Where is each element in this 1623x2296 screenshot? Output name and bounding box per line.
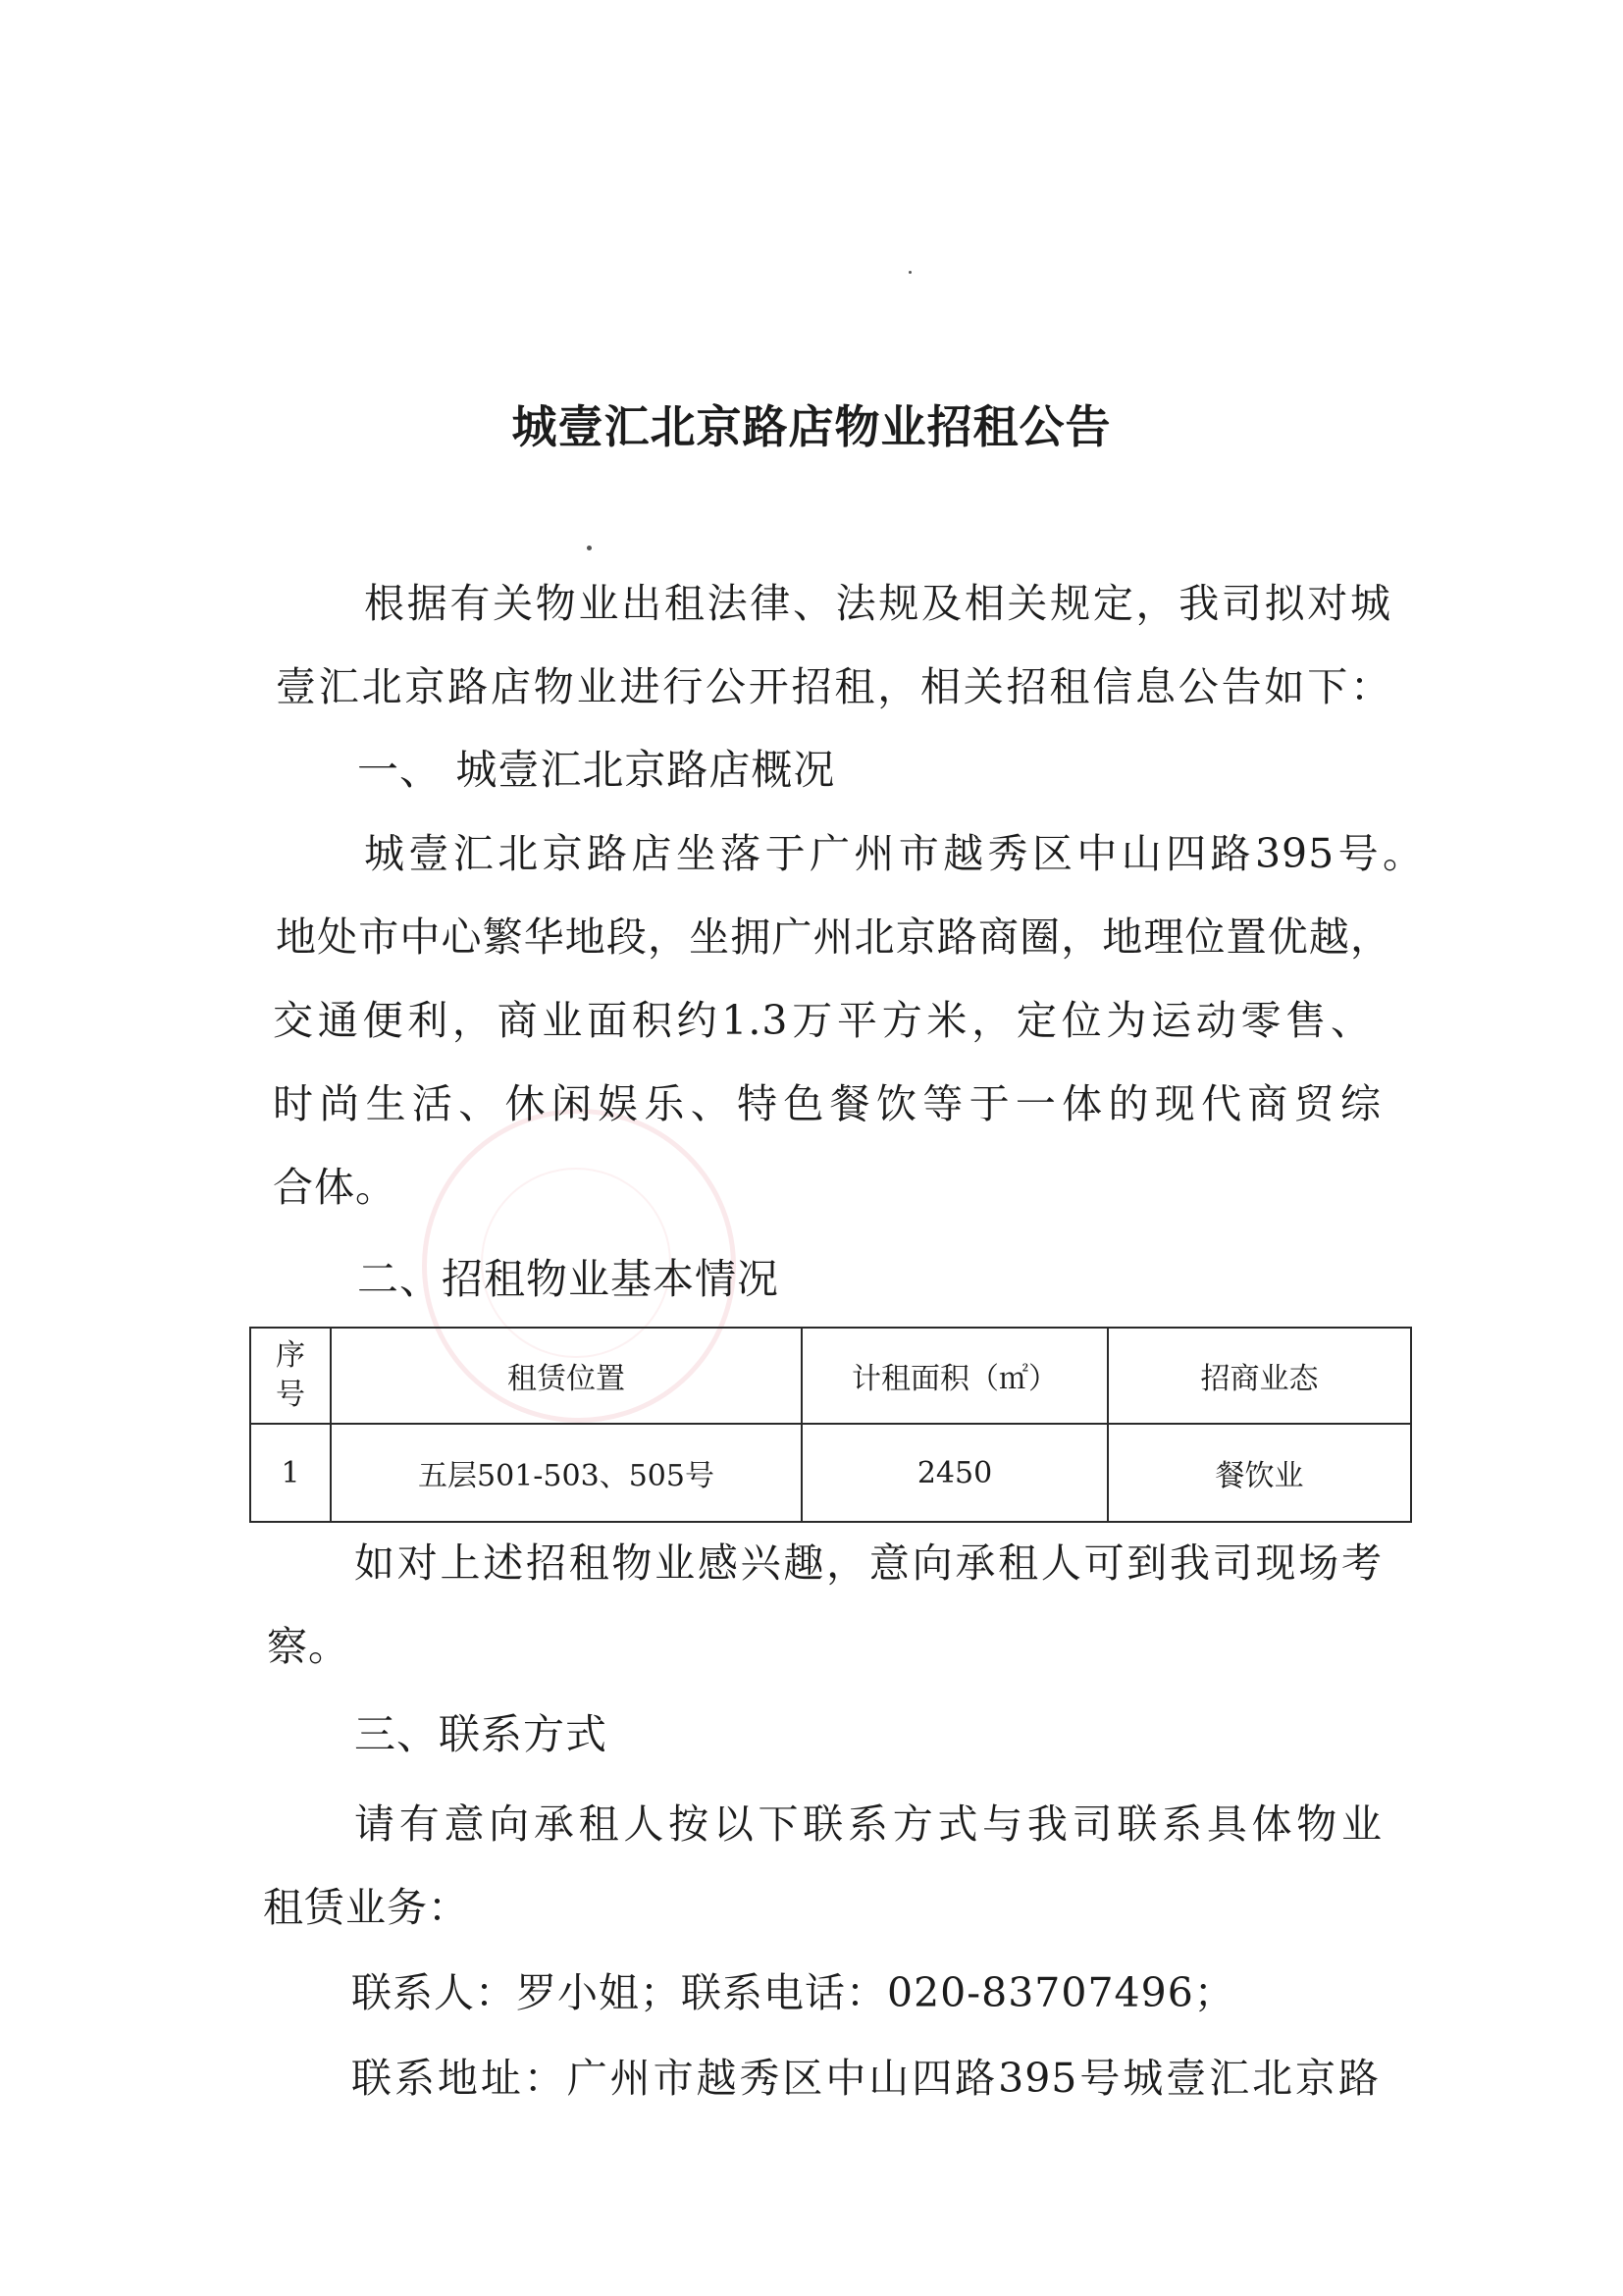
intro-line-1: 根据有关物业出租法律、法规及相关规定，我司拟对城 <box>364 580 1391 627</box>
header-seq-line-1: 序 <box>276 1338 305 1373</box>
section-1-line-2: 地处市中心繁华地段，坐拥广州北京路商圈，地理位置优越， <box>276 913 1391 961</box>
section-1-line-4: 时尚生活、休闲娱乐、特色餐饮等于一体的现代商贸综 <box>273 1080 1382 1127</box>
section-1-heading: 一、 城壹汇北京路店概况 <box>357 746 836 794</box>
header-location: 租赁位置 <box>331 1328 802 1424</box>
intro-line-2: 壹汇北京路店物业进行公开招租，相关招租信息公告如下： <box>276 663 1391 710</box>
scan-speck <box>909 271 912 274</box>
section-2-heading: 二、招租物业基本情况 <box>357 1255 780 1303</box>
header-area: 计租面积（㎡） <box>802 1328 1108 1424</box>
cell-seq: 1 <box>250 1424 331 1522</box>
section-3-heading: 三、联系方式 <box>354 1710 608 1758</box>
section-2-after-line-2: 察。 <box>267 1623 349 1670</box>
address-line: 联系地址：广州市越秀区中山四路395号城壹汇北京路 <box>351 2055 1380 2102</box>
header-seq <box>250 1328 331 1424</box>
cell-location: 五层501-503、505号 <box>331 1424 802 1522</box>
section-3-line-1: 请有意向承租人按以下联系方式与我司联系具体物业 <box>354 1800 1383 1848</box>
cell-area: 2450 <box>802 1424 1108 1522</box>
section-2-after-line-1: 如对上述招租物业感兴趣，意向承租人可到我司现场考 <box>354 1539 1383 1587</box>
section-3-line-2: 租赁业务： <box>263 1884 469 1931</box>
header-seq-line-2: 号 <box>276 1378 305 1412</box>
section-1-line-5: 合体。 <box>273 1164 396 1211</box>
header-business: 招商业态 <box>1108 1328 1411 1424</box>
cell-business: 餐饮业 <box>1108 1424 1411 1522</box>
announcement-title: 城壹汇北京路店物业招租公告 <box>511 400 1112 453</box>
rental-property-table <box>249 1327 1412 1523</box>
table-row <box>250 1424 1411 1522</box>
section-1-line-3: 交通便利，商业面积约1.3万平方米，定位为运动零售、 <box>273 997 1372 1044</box>
section-1-line-1: 城壹汇北京路店坐落于广州市越秀区中山四路395号。 <box>364 830 1424 877</box>
table-header-row <box>250 1328 1411 1424</box>
contact-line: 联系人：罗小姐；联系电话：020-83707496； <box>351 1969 1235 2016</box>
scan-speck <box>587 546 592 550</box>
